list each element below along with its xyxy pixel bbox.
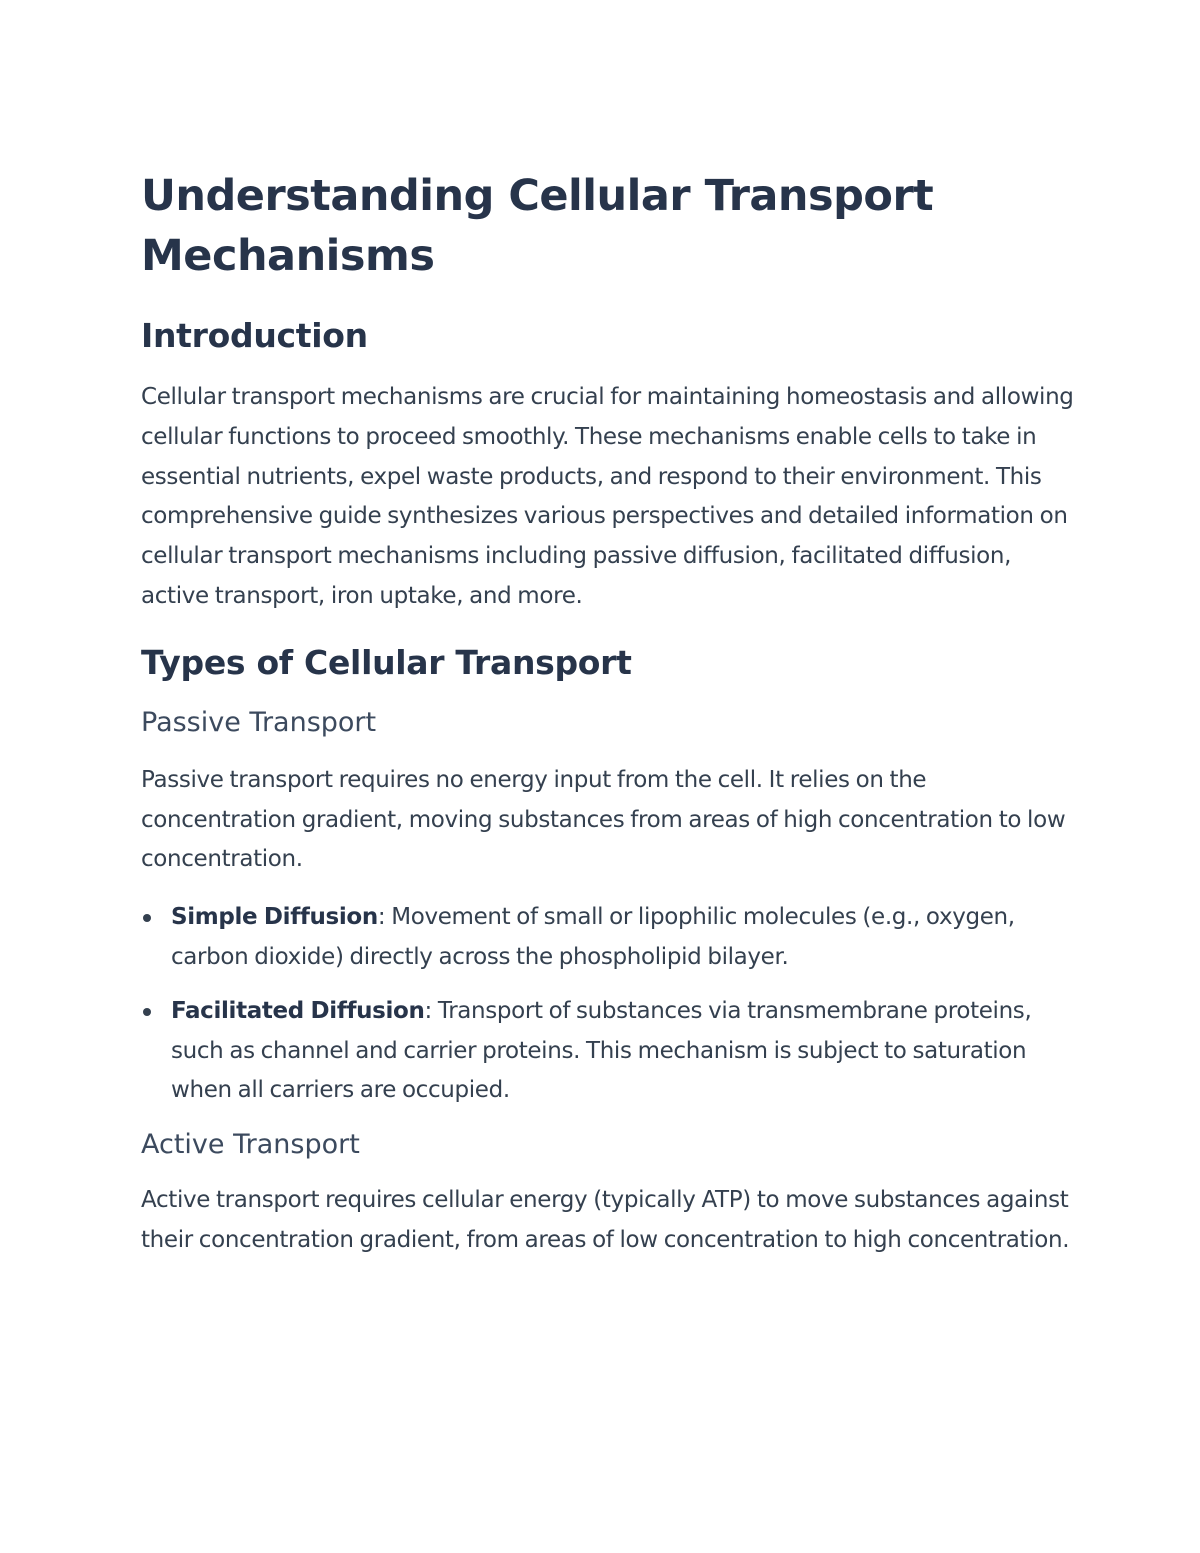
types-heading: Types of Cellular Transport <box>141 642 632 682</box>
bullet-icon <box>143 914 151 922</box>
list-item-term: Facilitated Diffusion <box>171 997 425 1024</box>
list-item <box>141 898 1080 978</box>
introduction-heading: Introduction <box>141 316 368 355</box>
active-transport-paragraph: Active transport requires cellular energy (typically ATP) to move substances against their concentration gradient, from areas of low concentration to high concentration. <box>141 1187 1070 1253</box>
passive-transport-paragraph: Passive transport requires no energy input from the cell. It relies on the concentration gradient, moving substances from areas of high concentration to low concentration. <box>141 766 1066 873</box>
active-transport-heading: Active Transport <box>141 1129 360 1161</box>
passive-transport-list <box>141 898 1080 1111</box>
list-item-text: : Movement of small or lipophilic molecules (e.g., oxygen, carbon dioxide) directly across the phospholipid bilayer. <box>171 904 1015 970</box>
list-item-text: : Transport of substances via transmembrane proteins, such as channel and carrier proteins. This mechanism is subject to saturation when all carriers are occupied. <box>171 997 1032 1104</box>
introduction-paragraph: Cellular transport mechanisms are crucial for maintaining homeostasis and allowing cellular functions to proceed smoothly. These mechanisms enable cells to take in essential nutrients, expel waste products, and respond to their environment. This comprehensive guide synthesizes various perspectives and detailed information on cellular transport mechanisms including passive diffusion, facilitated diffusion, active transport, iron uptake, and more. <box>141 384 1074 609</box>
bullet-icon <box>143 1008 151 1016</box>
document-title: Understanding Cellular Transport Mechanisms <box>141 171 934 281</box>
list-item-term: Simple Diffusion <box>171 904 378 931</box>
passive-transport-heading: Passive Transport <box>141 706 377 738</box>
list-item <box>141 992 1080 1111</box>
